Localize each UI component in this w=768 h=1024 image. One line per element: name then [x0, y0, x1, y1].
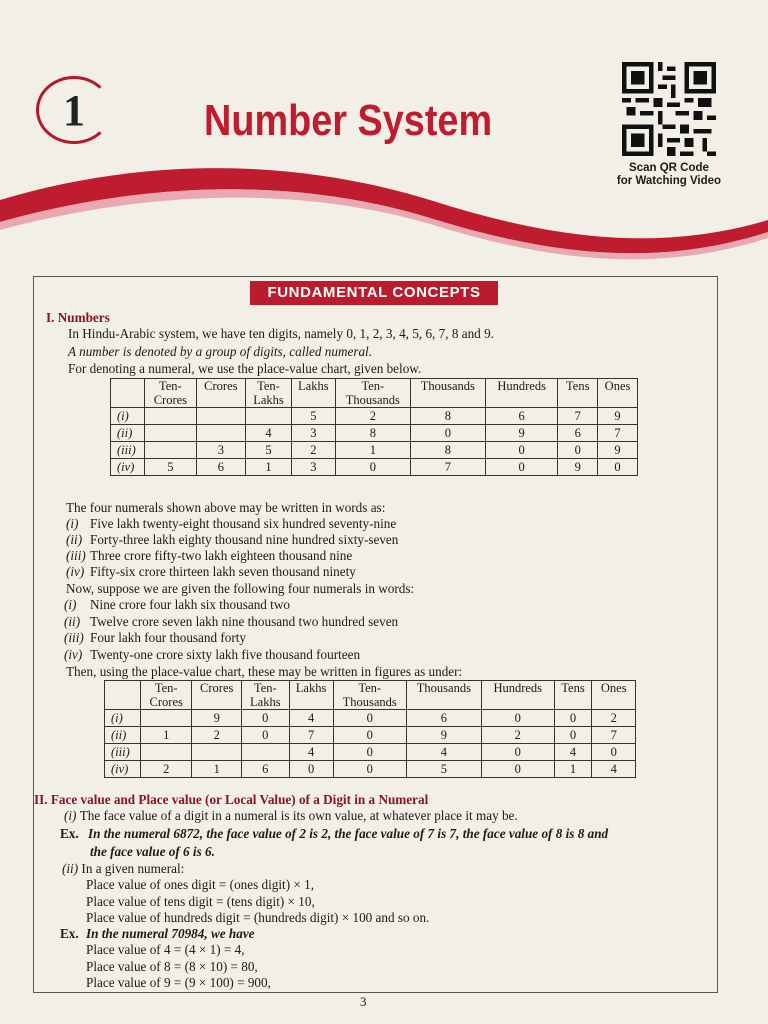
table-cell: 9 [598, 408, 638, 425]
row-label: (iv) [111, 459, 145, 476]
table-header-cell: Ten- Thousands [333, 681, 406, 710]
table-row [105, 744, 636, 761]
table-cell: 0 [598, 459, 638, 476]
table-cell: 0 [485, 459, 558, 476]
example-line: In the numeral 70984, we have [86, 926, 255, 941]
list-item-label: (i) [64, 597, 77, 612]
table-cell: 0 [554, 710, 592, 727]
table-cell: 7 [592, 727, 636, 744]
table-cell: 8 [410, 442, 485, 459]
formula-line: Place value of 4 = (4 × 1) = 4, [86, 942, 245, 957]
list-item-label: (i) [66, 516, 79, 531]
table-header-row [111, 379, 638, 408]
table-header-cell: Ten- Thousands [335, 379, 410, 408]
table-cell: 4 [592, 761, 636, 778]
list-item [64, 630, 246, 646]
table-cell: 0 [242, 710, 290, 727]
table-cell: 0 [554, 727, 592, 744]
table-cell: 8 [410, 408, 485, 425]
table-row [111, 425, 638, 442]
table-cell: 9 [192, 710, 242, 727]
table-cell: 5 [246, 442, 292, 459]
table-cell: 2 [335, 408, 410, 425]
table-cell: 4 [406, 744, 481, 761]
table-header-cell [111, 379, 145, 408]
table-header-cell: Hundreds [485, 379, 558, 408]
table-cell: 2 [141, 761, 192, 778]
table-row [105, 761, 636, 778]
table-cell: 0 [558, 442, 598, 459]
table-header-cell: Lakhs [291, 379, 335, 408]
list-item [64, 614, 398, 630]
table-cell: 5 [406, 761, 481, 778]
list-item-text: Nine crore four lakh six thousand two [90, 597, 290, 612]
row-label: (iv) [105, 761, 141, 778]
paragraph-line: The four numerals shown above may be written in words as: [66, 500, 386, 515]
table-cell: 4 [554, 744, 592, 761]
row-label: (ii) [111, 425, 145, 442]
table-header-cell: Tens [554, 681, 592, 710]
section-banner: FUNDAMENTAL CONCEPTS [250, 281, 498, 305]
place-value-table-1 [110, 378, 638, 476]
table-cell: 2 [592, 710, 636, 727]
paragraph-line: In Hindu-Arabic system, we have ten digits, namely 0, 1, 2, 3, 4, 5, 6, 7, 8 and 9. [68, 326, 494, 341]
row-label: (ii) [105, 727, 141, 744]
table-cell: 6 [485, 408, 558, 425]
list-item-text: Twenty-one crore sixty lakh five thousand fourteen [90, 646, 361, 662]
formula-line: Place value of 9 = (9 × 100) = 900, [86, 975, 271, 990]
table-header-cell: Ten- Lakhs [246, 379, 292, 408]
list-item [66, 564, 356, 580]
table-cell: 0 [333, 710, 406, 727]
list-item [66, 532, 398, 548]
table-cell: 3 [291, 459, 335, 476]
table-cell: 2 [481, 727, 554, 744]
list-item-label: (iv) [64, 646, 83, 662]
list-item-label: (iii) [66, 548, 86, 563]
table-cell: 0 [485, 442, 558, 459]
table-cell [145, 425, 196, 442]
page-number: 3 [360, 994, 367, 1009]
list-item [66, 548, 352, 564]
row-label: (i) [111, 408, 145, 425]
table-header-cell: Ten- Lakhs [242, 681, 290, 710]
table-row [111, 408, 638, 425]
list-item-label: (iv) [66, 564, 85, 579]
example-line: In the numeral 6872, the face value of 2 is 2, the face value of 7 is 7, the face value of 8 is 8 and [88, 826, 609, 841]
table-row [111, 442, 638, 459]
table-row [111, 459, 638, 476]
decorative-wave [0, 160, 768, 270]
paragraph-line: For denoting a numeral, we use the place-value chart, given below. [68, 361, 422, 376]
row-label: (iii) [111, 442, 145, 459]
table-cell: 5 [145, 459, 196, 476]
formula-line: Place value of hundreds digit = (hundreds digit) × 100 and so on. [86, 910, 430, 925]
table-cell: 1 [246, 459, 292, 476]
table-cell [141, 744, 192, 761]
chapter-header [0, 0, 768, 270]
table-header-cell: Ten- Crores [141, 681, 192, 710]
list-item [64, 647, 360, 663]
formula-line: Place value of ones digit = (ones digit) × 1, [86, 877, 315, 892]
table-cell: 4 [289, 744, 333, 761]
section-heading-face-value: II. Face value and Place value (or Local Value) of a Digit in a Numeral [34, 792, 429, 807]
list-item: (i) The face value of a digit in a numeral is its own value, at whatever place it may be. [64, 808, 518, 823]
row-label: (iii) [105, 744, 141, 761]
table-cell: 0 [333, 761, 406, 778]
table-row [105, 710, 636, 727]
table-cell: 3 [291, 425, 335, 442]
list-item-text: Three crore fifty-two lakh eighteen thousand nine [90, 548, 353, 563]
section-heading-numbers: I. Numbers [46, 310, 110, 325]
list-item-text: Twelve crore seven lakh nine thousand two hundred seven [90, 613, 399, 629]
table-cell: 1 [554, 761, 592, 778]
table-cell: 4 [246, 425, 292, 442]
table-cell: 0 [410, 425, 485, 442]
table-cell: 3 [196, 442, 246, 459]
table-cell: 7 [410, 459, 485, 476]
table-cell: 6 [558, 425, 598, 442]
table-cell: 9 [598, 442, 638, 459]
table-cell: 2 [291, 442, 335, 459]
table-cell: 2 [192, 727, 242, 744]
table-cell [192, 744, 242, 761]
table-cell [246, 408, 292, 425]
list-item: (ii) In a given numeral: [62, 861, 185, 876]
table-cell: 0 [481, 761, 554, 778]
paragraph-line: Then, using the place-value chart, these may be written in figures as under: [66, 664, 463, 679]
example-label: Ex. [60, 926, 79, 941]
table-cell: 0 [592, 744, 636, 761]
table-cell: 9 [558, 459, 598, 476]
paragraph-line: Now, suppose we are given the following four numerals in words: [66, 581, 415, 596]
table-cell [145, 408, 196, 425]
table-cell: 0 [333, 744, 406, 761]
list-item-text: Fifty-six crore thirteen lakh seven thousand ninety [90, 564, 356, 579]
list-item-label: (iii) [64, 630, 84, 645]
place-value-table-2 [104, 680, 636, 778]
list-item [66, 516, 396, 532]
table-cell: 4 [289, 710, 333, 727]
definition-line: A number is denoted by a group of digits, called numeral. [68, 344, 373, 359]
table-header-cell: Lakhs [289, 681, 333, 710]
table-header-cell: Hundreds [481, 681, 554, 710]
table-header-cell: Thousands [410, 379, 485, 408]
qr-code-icon [622, 62, 716, 156]
table-cell: 0 [481, 710, 554, 727]
table-cell: 1 [335, 442, 410, 459]
table-header-cell: Crores [192, 681, 242, 710]
table-cell: 6 [242, 761, 290, 778]
example-line: the face value of 6 is 6. [90, 844, 215, 859]
table-cell: 7 [598, 425, 638, 442]
table-cell: 0 [481, 744, 554, 761]
qr-caption: Scan QR Code for Watching Video [616, 162, 722, 187]
table-cell [242, 744, 290, 761]
list-item-text: Forty-three lakh eighty thousand nine hundred sixty-seven [90, 532, 399, 547]
table-header-cell: Ones [592, 681, 636, 710]
table-cell: 0 [242, 727, 290, 744]
list-item-text: Five lakh twenty-eight thousand six hundred seventy-nine [90, 516, 397, 531]
table-cell: 7 [558, 408, 598, 425]
table-cell: 6 [406, 710, 481, 727]
chapter-title: Number System [204, 96, 493, 145]
table-cell: 1 [141, 727, 192, 744]
table-header-cell: Crores [196, 379, 246, 408]
example-label: Ex. [60, 826, 79, 841]
row-label: (i) [105, 710, 141, 727]
table-cell: 0 [289, 761, 333, 778]
table-header-cell: Ones [598, 379, 638, 408]
table-header-cell: Thousands [406, 681, 481, 710]
list-item [64, 597, 290, 613]
table-cell [145, 442, 196, 459]
table-cell: 5 [291, 408, 335, 425]
table-cell: 7 [289, 727, 333, 744]
table-cell: 6 [196, 459, 246, 476]
table-row [105, 727, 636, 744]
table-cell: 9 [406, 727, 481, 744]
table-cell: 0 [335, 459, 410, 476]
list-item-label: (ii) [66, 532, 83, 547]
table-cell [141, 710, 192, 727]
table-cell [196, 425, 246, 442]
table-header-cell: Ten- Crores [145, 379, 196, 408]
formula-line: Place value of tens digit = (tens digit) × 10, [86, 893, 315, 909]
table-cell: 9 [485, 425, 558, 442]
list-item-text: Four lakh four thousand forty [90, 630, 247, 645]
formula-line: Place value of 8 = (8 × 10) = 80, [86, 958, 258, 974]
table-header-cell [105, 681, 141, 710]
chapter-number: 1 [36, 76, 112, 144]
table-cell [196, 408, 246, 425]
table-header-cell: Tens [558, 379, 598, 408]
table-header-row [105, 681, 636, 710]
table-cell: 8 [335, 425, 410, 442]
table-cell: 0 [333, 727, 406, 744]
table-cell: 1 [192, 761, 242, 778]
list-item-label: (ii) [64, 613, 81, 629]
